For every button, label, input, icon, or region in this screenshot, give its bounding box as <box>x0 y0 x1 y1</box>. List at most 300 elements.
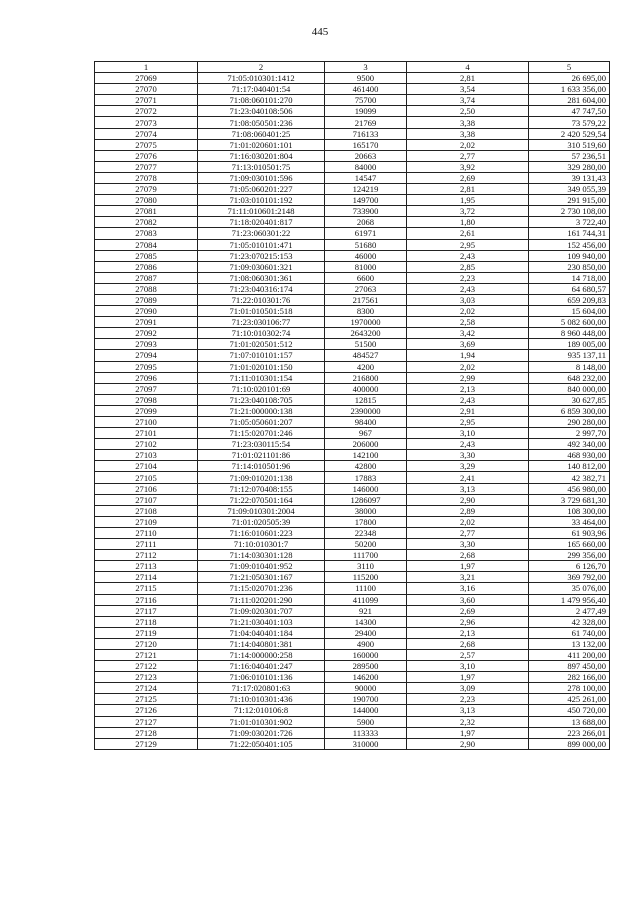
cadastral-number-cell: 71:06:010101:136 <box>198 672 325 683</box>
area-cell: 12815 <box>325 394 407 405</box>
value-cell: 281 604,00 <box>529 95 610 106</box>
value-cell: 3 729 681,30 <box>529 494 610 505</box>
cadastral-number-cell: 71:22:070501:164 <box>198 494 325 505</box>
value-cell: 140 812,00 <box>529 461 610 472</box>
area-cell: 967 <box>325 428 407 439</box>
cadastral-number-cell: 71:01:020101:150 <box>198 361 325 372</box>
rate-cell: 3,54 <box>407 84 529 95</box>
table-row <box>95 272 610 283</box>
rate-cell: 2,85 <box>407 261 529 272</box>
area-cell: 98400 <box>325 417 407 428</box>
table-row <box>95 117 610 128</box>
rate-cell: 2,95 <box>407 239 529 250</box>
cadastral-number-cell: 71:09:030601:321 <box>198 261 325 272</box>
rate-cell: 3,10 <box>407 428 529 439</box>
area-cell: 38000 <box>325 505 407 516</box>
table-row <box>95 339 610 350</box>
column-header: 3 <box>325 62 407 73</box>
rate-cell: 3,09 <box>407 683 529 694</box>
row-number-cell: 27094 <box>95 350 198 361</box>
table-row <box>95 317 610 328</box>
row-number-cell: 27108 <box>95 505 198 516</box>
table-row <box>95 84 610 95</box>
table-row <box>95 150 610 161</box>
area-cell: 113333 <box>325 727 407 738</box>
column-header: 2 <box>198 62 325 73</box>
rate-cell: 1,80 <box>407 217 529 228</box>
row-number-cell: 27081 <box>95 206 198 217</box>
row-number-cell: 27082 <box>95 217 198 228</box>
area-cell: 17800 <box>325 516 407 527</box>
value-cell: 152 456,00 <box>529 239 610 250</box>
table-row <box>95 184 610 195</box>
cadastral-number-cell: 71:11:010601:2148 <box>198 206 325 217</box>
cadastral-number-cell: 71:01:010501:518 <box>198 306 325 317</box>
rate-cell: 2,41 <box>407 472 529 483</box>
value-cell: 659 209,83 <box>529 294 610 305</box>
rate-cell: 3,29 <box>407 461 529 472</box>
row-number-cell: 27104 <box>95 461 198 472</box>
rate-cell: 3,30 <box>407 539 529 550</box>
cadastral-number-cell: 71:10:010302:74 <box>198 328 325 339</box>
value-cell: 13 688,00 <box>529 716 610 727</box>
value-cell: 15 604,00 <box>529 306 610 317</box>
rate-cell: 2,90 <box>407 738 529 749</box>
area-cell: 115200 <box>325 572 407 583</box>
cadastral-number-cell: 71:05:010301:1412 <box>198 73 325 84</box>
rate-cell: 2,43 <box>407 250 529 261</box>
area-cell: 160000 <box>325 649 407 660</box>
row-number-cell: 27106 <box>95 483 198 494</box>
cadastral-number-cell: 71:18:020401:817 <box>198 217 325 228</box>
value-cell: 282 166,00 <box>529 672 610 683</box>
rate-cell: 3,38 <box>407 128 529 139</box>
table-row <box>95 73 610 84</box>
rate-cell: 2,13 <box>407 383 529 394</box>
cadastral-number-cell: 71:08:050501:236 <box>198 117 325 128</box>
row-number-cell: 27127 <box>95 716 198 727</box>
value-cell: 425 261,00 <box>529 694 610 705</box>
cadastral-number-cell: 71:22:010301:76 <box>198 294 325 305</box>
row-number-cell: 27077 <box>95 161 198 172</box>
row-number-cell: 27097 <box>95 383 198 394</box>
cadastral-number-cell: 71:08:060401:25 <box>198 128 325 139</box>
cadastral-number-cell: 71:16:030201:804 <box>198 150 325 161</box>
row-number-cell: 27070 <box>95 84 198 95</box>
value-cell: 369 792,00 <box>529 572 610 583</box>
cadastral-number-cell: 71:21:050301:167 <box>198 572 325 583</box>
cadastral-number-cell: 71:12:070408:155 <box>198 483 325 494</box>
rate-cell: 1,94 <box>407 350 529 361</box>
rate-cell: 3,10 <box>407 661 529 672</box>
table-row <box>95 417 610 428</box>
table-row <box>95 372 610 383</box>
row-number-cell: 27078 <box>95 172 198 183</box>
area-cell: 20663 <box>325 150 407 161</box>
value-cell: 223 266,01 <box>529 727 610 738</box>
row-number-cell: 27122 <box>95 661 198 672</box>
rate-cell: 2,43 <box>407 394 529 405</box>
cadastral-number-cell: 71:07:010101:157 <box>198 350 325 361</box>
cadastral-number-cell: 71:10:020101:69 <box>198 383 325 394</box>
value-cell: 2 997,70 <box>529 428 610 439</box>
area-cell: 19099 <box>325 106 407 117</box>
area-cell: 1286097 <box>325 494 407 505</box>
row-number-cell: 27090 <box>95 306 198 317</box>
value-cell: 14 718,00 <box>529 272 610 283</box>
rate-cell: 2,77 <box>407 527 529 538</box>
area-cell: 921 <box>325 605 407 616</box>
value-cell: 450 720,00 <box>529 705 610 716</box>
table-row <box>95 206 610 217</box>
area-cell: 4200 <box>325 361 407 372</box>
row-number-cell: 27088 <box>95 283 198 294</box>
table-row <box>95 627 610 638</box>
area-cell: 29400 <box>325 627 407 638</box>
rate-cell: 2,68 <box>407 638 529 649</box>
rate-cell: 3,74 <box>407 95 529 106</box>
cadastral-number-cell: 71:09:020301:707 <box>198 605 325 616</box>
table-row <box>95 594 610 605</box>
cadastral-number-cell: 71:04:040401:184 <box>198 627 325 638</box>
value-cell: 840 000,00 <box>529 383 610 394</box>
table-row <box>95 450 610 461</box>
rate-cell: 1,97 <box>407 561 529 572</box>
cadastral-number-cell: 71:14:000000:258 <box>198 649 325 660</box>
table-row <box>95 228 610 239</box>
row-number-cell: 27113 <box>95 561 198 572</box>
value-cell: 161 744,31 <box>529 228 610 239</box>
value-cell: 6 126,70 <box>529 561 610 572</box>
value-cell: 47 747,50 <box>529 106 610 117</box>
row-number-cell: 27117 <box>95 605 198 616</box>
area-cell: 17883 <box>325 472 407 483</box>
rate-cell: 2,89 <box>407 505 529 516</box>
cadastral-number-cell: 71:10:010301:436 <box>198 694 325 705</box>
table-row <box>95 217 610 228</box>
row-number-cell: 27080 <box>95 195 198 206</box>
row-number-cell: 27109 <box>95 516 198 527</box>
row-number-cell: 27069 <box>95 73 198 84</box>
cadastral-number-cell: 71:08:060301:361 <box>198 272 325 283</box>
area-cell: 6600 <box>325 272 407 283</box>
row-number-cell: 27114 <box>95 572 198 583</box>
table-row <box>95 472 610 483</box>
value-cell: 30 627,85 <box>529 394 610 405</box>
row-number-cell: 27103 <box>95 450 198 461</box>
rate-cell: 3,92 <box>407 161 529 172</box>
area-cell: 146200 <box>325 672 407 683</box>
rate-cell: 3,03 <box>407 294 529 305</box>
table-row <box>95 394 610 405</box>
cadastral-number-cell: 71:14:030301:128 <box>198 550 325 561</box>
row-number-cell: 27096 <box>95 372 198 383</box>
cadastral-number-cell: 71:08:060101:270 <box>198 95 325 106</box>
table-row <box>95 527 610 538</box>
value-cell: 1 479 956,40 <box>529 594 610 605</box>
value-cell: 8 148,00 <box>529 361 610 372</box>
area-cell: 5900 <box>325 716 407 727</box>
value-cell: 411 200,00 <box>529 649 610 660</box>
area-cell: 310000 <box>325 738 407 749</box>
area-cell: 146000 <box>325 483 407 494</box>
table-row <box>95 550 610 561</box>
value-cell: 935 137,11 <box>529 350 610 361</box>
value-cell: 2 420 529,54 <box>529 128 610 139</box>
row-number-cell: 27074 <box>95 128 198 139</box>
cadastral-number-cell: 71:15:020701:236 <box>198 583 325 594</box>
row-number-cell: 27071 <box>95 95 198 106</box>
cadastral-number-cell: 71:21:000000:138 <box>198 405 325 416</box>
value-cell: 899 000,00 <box>529 738 610 749</box>
row-number-cell: 27101 <box>95 428 198 439</box>
row-number-cell: 27128 <box>95 727 198 738</box>
column-header: 1 <box>95 62 198 73</box>
area-cell: 22348 <box>325 527 407 538</box>
row-number-cell: 27084 <box>95 239 198 250</box>
table-row <box>95 616 610 627</box>
rate-cell: 1,97 <box>407 672 529 683</box>
cadastral-number-cell: 71:09:010401:952 <box>198 561 325 572</box>
cadastral-number-cell: 71:03:010101:192 <box>198 195 325 206</box>
value-cell: 5 082 600,00 <box>529 317 610 328</box>
value-cell: 278 100,00 <box>529 683 610 694</box>
rate-cell: 3,69 <box>407 339 529 350</box>
row-number-cell: 27105 <box>95 472 198 483</box>
table-row <box>95 505 610 516</box>
value-cell: 291 915,00 <box>529 195 610 206</box>
area-cell: 90000 <box>325 683 407 694</box>
value-cell: 310 519,60 <box>529 139 610 150</box>
area-cell: 190700 <box>325 694 407 705</box>
cadastral-number-cell: 71:05:010101:471 <box>198 239 325 250</box>
rate-cell: 2,69 <box>407 605 529 616</box>
cadastral-number-cell: 71:23:040316:174 <box>198 283 325 294</box>
table-row <box>95 705 610 716</box>
value-cell: 35 076,00 <box>529 583 610 594</box>
cadastral-number-cell: 71:01:020505:39 <box>198 516 325 527</box>
table-row <box>95 483 610 494</box>
cadastral-number-cell: 71:09:030101:596 <box>198 172 325 183</box>
value-cell: 329 280,00 <box>529 161 610 172</box>
rate-cell: 2,81 <box>407 184 529 195</box>
area-cell: 51500 <box>325 339 407 350</box>
rate-cell: 2,95 <box>407 417 529 428</box>
row-number-cell: 27075 <box>95 139 198 150</box>
table-row <box>95 106 610 117</box>
cadastral-number-cell: 71:15:020701:246 <box>198 428 325 439</box>
cadastral-number-cell: 71:21:030401:103 <box>198 616 325 627</box>
cadastral-number-cell: 71:23:030115:54 <box>198 439 325 450</box>
value-cell: 8 960 448,00 <box>529 328 610 339</box>
area-cell: 142100 <box>325 450 407 461</box>
table-row <box>95 727 610 738</box>
cadastral-number-cell: 71:14:010501:96 <box>198 461 325 472</box>
value-cell: 57 236,51 <box>529 150 610 161</box>
table-row <box>95 139 610 150</box>
table-row <box>95 661 610 672</box>
value-cell: 492 340,00 <box>529 439 610 450</box>
rate-cell: 2,02 <box>407 516 529 527</box>
cadastral-number-cell: 71:05:060201:227 <box>198 184 325 195</box>
rate-cell: 2,68 <box>407 550 529 561</box>
table-row <box>95 306 610 317</box>
row-number-cell: 27073 <box>95 117 198 128</box>
row-number-cell: 27125 <box>95 694 198 705</box>
table-row <box>95 716 610 727</box>
value-cell: 349 055,39 <box>529 184 610 195</box>
value-cell: 299 356,00 <box>529 550 610 561</box>
area-cell: 3110 <box>325 561 407 572</box>
table-row <box>95 250 610 261</box>
cadastral-number-cell: 71:11:010301:154 <box>198 372 325 383</box>
value-cell: 897 450,00 <box>529 661 610 672</box>
area-cell: 2390000 <box>325 405 407 416</box>
row-number-cell: 27092 <box>95 328 198 339</box>
value-cell: 109 940,00 <box>529 250 610 261</box>
value-cell: 26 695,00 <box>529 73 610 84</box>
area-cell: 149700 <box>325 195 407 206</box>
value-cell: 648 232,00 <box>529 372 610 383</box>
row-number-cell: 27123 <box>95 672 198 683</box>
area-cell: 8300 <box>325 306 407 317</box>
row-number-cell: 27126 <box>95 705 198 716</box>
area-cell: 484527 <box>325 350 407 361</box>
rate-cell: 3,30 <box>407 450 529 461</box>
table-row <box>95 649 610 660</box>
area-cell: 50200 <box>325 539 407 550</box>
row-number-cell: 27089 <box>95 294 198 305</box>
value-cell: 42 382,71 <box>529 472 610 483</box>
rate-cell: 2,43 <box>407 283 529 294</box>
area-cell: 75700 <box>325 95 407 106</box>
table-row <box>95 561 610 572</box>
area-cell: 733900 <box>325 206 407 217</box>
value-cell: 2 477,49 <box>529 605 610 616</box>
table-row <box>95 583 610 594</box>
rate-cell: 2,81 <box>407 73 529 84</box>
rate-cell: 3,16 <box>407 583 529 594</box>
cadastral-number-cell: 71:10:010301:7 <box>198 539 325 550</box>
rate-cell: 3,42 <box>407 328 529 339</box>
table-row <box>95 383 610 394</box>
area-cell: 14300 <box>325 616 407 627</box>
value-cell: 61 740,00 <box>529 627 610 638</box>
table-row <box>95 439 610 450</box>
table-row <box>95 128 610 139</box>
table-body <box>95 73 610 750</box>
rate-cell: 2,61 <box>407 228 529 239</box>
area-cell: 165170 <box>325 139 407 150</box>
value-cell: 230 850,00 <box>529 261 610 272</box>
value-cell: 73 579,22 <box>529 117 610 128</box>
area-cell: 27063 <box>325 283 407 294</box>
table-row <box>95 738 610 749</box>
rate-cell: 3,72 <box>407 206 529 217</box>
area-cell: 216800 <box>325 372 407 383</box>
row-number-cell: 27085 <box>95 250 198 261</box>
area-cell: 61971 <box>325 228 407 239</box>
table-row <box>95 428 610 439</box>
row-number-cell: 27107 <box>95 494 198 505</box>
value-cell: 42 328,00 <box>529 616 610 627</box>
value-cell: 64 680,57 <box>529 283 610 294</box>
value-cell: 13 132,00 <box>529 638 610 649</box>
area-cell: 289500 <box>325 661 407 672</box>
area-cell: 144000 <box>325 705 407 716</box>
row-number-cell: 27093 <box>95 339 198 350</box>
cadastral-number-cell: 71:01:020601:101 <box>198 139 325 150</box>
area-cell: 217561 <box>325 294 407 305</box>
table-row <box>95 539 610 550</box>
row-number-cell: 27115 <box>95 583 198 594</box>
table-row <box>95 638 610 649</box>
rate-cell: 2,02 <box>407 306 529 317</box>
row-number-cell: 27095 <box>95 361 198 372</box>
area-cell: 461400 <box>325 84 407 95</box>
area-cell: 2643200 <box>325 328 407 339</box>
cadastral-number-cell: 71:22:050401:105 <box>198 738 325 749</box>
cadastral-number-cell: 71:01:020501:512 <box>198 339 325 350</box>
table-row <box>95 294 610 305</box>
table-row <box>95 328 610 339</box>
table-row <box>95 683 610 694</box>
row-number-cell: 27076 <box>95 150 198 161</box>
row-number-cell: 27121 <box>95 649 198 660</box>
row-number-cell: 27129 <box>95 738 198 749</box>
column-header: 5 <box>529 62 610 73</box>
rate-cell: 2,91 <box>407 405 529 416</box>
value-cell: 6 859 300,00 <box>529 405 610 416</box>
row-number-cell: 27110 <box>95 527 198 538</box>
table-row <box>95 516 610 527</box>
rate-cell: 2,23 <box>407 272 529 283</box>
area-cell: 2068 <box>325 217 407 228</box>
value-cell: 61 903,96 <box>529 527 610 538</box>
table-row <box>95 95 610 106</box>
cadastral-number-cell: 71:01:021101:86 <box>198 450 325 461</box>
table-row <box>95 195 610 206</box>
value-cell: 39 131,43 <box>529 172 610 183</box>
cadastral-number-cell: 71:17:040401:54 <box>198 84 325 95</box>
area-cell: 84000 <box>325 161 407 172</box>
cadastral-number-cell: 71:01:010301:902 <box>198 716 325 727</box>
rate-cell: 2,13 <box>407 627 529 638</box>
table-row <box>95 605 610 616</box>
area-cell: 206000 <box>325 439 407 450</box>
value-cell: 33 464,00 <box>529 516 610 527</box>
cadastral-number-cell: 71:17:020801:63 <box>198 683 325 694</box>
cadastral-number-cell: 71:16:010601:223 <box>198 527 325 538</box>
rate-cell: 3,21 <box>407 572 529 583</box>
row-number-cell: 27118 <box>95 616 198 627</box>
cadastral-number-cell: 71:23:060301:22 <box>198 228 325 239</box>
table-row <box>95 405 610 416</box>
row-number-cell: 27116 <box>95 594 198 605</box>
table-row <box>95 172 610 183</box>
row-number-cell: 27098 <box>95 394 198 405</box>
value-cell: 2 730 108,00 <box>529 206 610 217</box>
row-number-cell: 27102 <box>95 439 198 450</box>
rate-cell: 2,96 <box>407 616 529 627</box>
cadastral-number-cell: 71:13:010501:75 <box>198 161 325 172</box>
area-cell: 411099 <box>325 594 407 605</box>
row-number-cell: 27099 <box>95 405 198 416</box>
rate-cell: 2,69 <box>407 172 529 183</box>
rate-cell: 2,02 <box>407 139 529 150</box>
rate-cell: 2,99 <box>407 372 529 383</box>
rate-cell: 2,50 <box>407 106 529 117</box>
